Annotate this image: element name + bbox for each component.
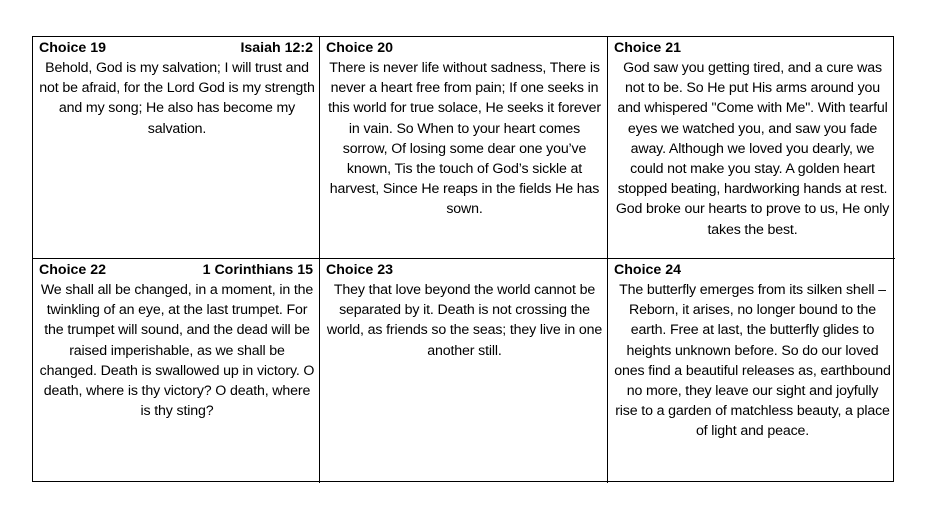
card-verse: There is never life without sadness, There is never a heart free from pain; If one seeks in this world for true solace, He seeks it forever in vain. So When to your heart comes sorrow, Of losing some dear one you’ve known, Tis the touch of God’s sickle at harvest, Since He reaps in the fields He has sown. — [328, 60, 601, 218]
card-reference: 1 Corinthians 15 — [202, 262, 313, 278]
card-header — [39, 260, 315, 280]
choices-table — [32, 36, 894, 482]
card-title: Choice 22 — [39, 262, 107, 278]
card-title: Choice 24 — [614, 262, 682, 278]
choice-card-24 — [608, 259, 895, 483]
card-verse: The butterfly emerges from its silken shell – Reborn, it arises, no longer bound to the earth. Free at last, the butterfly glides to heights unknown before. So do our loved ones find a beautiful releases as, earthbound no more, they leave our sight and joyfully rise to a garden of matchless beauty, a place of light and peace. — [614, 282, 891, 440]
card-title: Choice 20 — [326, 40, 394, 56]
card-reference: Isaiah 12:2 — [240, 40, 313, 56]
card-header — [614, 38, 891, 58]
choice-card-21 — [608, 37, 895, 259]
card-verse: We shall all be changed, in a moment, in the twinkling of an eye, at the last trumpet. For the trumpet will sound, and the dead will be raised imperishable, as we shall be changed. Death is swallowed up in victory. O death, where is thy victory? O death, where is thy sting? — [39, 282, 315, 420]
choice-card-23 — [320, 259, 608, 483]
card-title: Choice 23 — [326, 262, 394, 278]
choice-card-20 — [320, 37, 608, 259]
card-header — [39, 38, 315, 58]
card-verse: God saw you getting tired, and a cure was not to be. So He put His arms around you and whispered "Come with Me". With tearful eyes we watched you, and saw you fade away. Although we loved you dearly, we could not make you stay. A golden heart stopped beating, hardworking hands at rest. God broke our hearts to prove to us, He only takes the best. — [615, 60, 890, 238]
choice-card-22 — [33, 259, 320, 483]
card-header — [326, 38, 603, 58]
card-title: Choice 19 — [39, 40, 107, 56]
card-header — [614, 260, 891, 280]
card-header — [326, 260, 603, 280]
card-verse: Behold, God is my salvation; I will trust and not be afraid, for the Lord God is my strength and my song; He also has become my salvation. — [39, 60, 315, 137]
choice-card-19 — [33, 37, 320, 259]
card-verse: They that love beyond the world cannot be separated by it. Death is not crossing the world, as friends so the seas; they live in one another still. — [326, 282, 603, 359]
card-title: Choice 21 — [614, 40, 682, 56]
